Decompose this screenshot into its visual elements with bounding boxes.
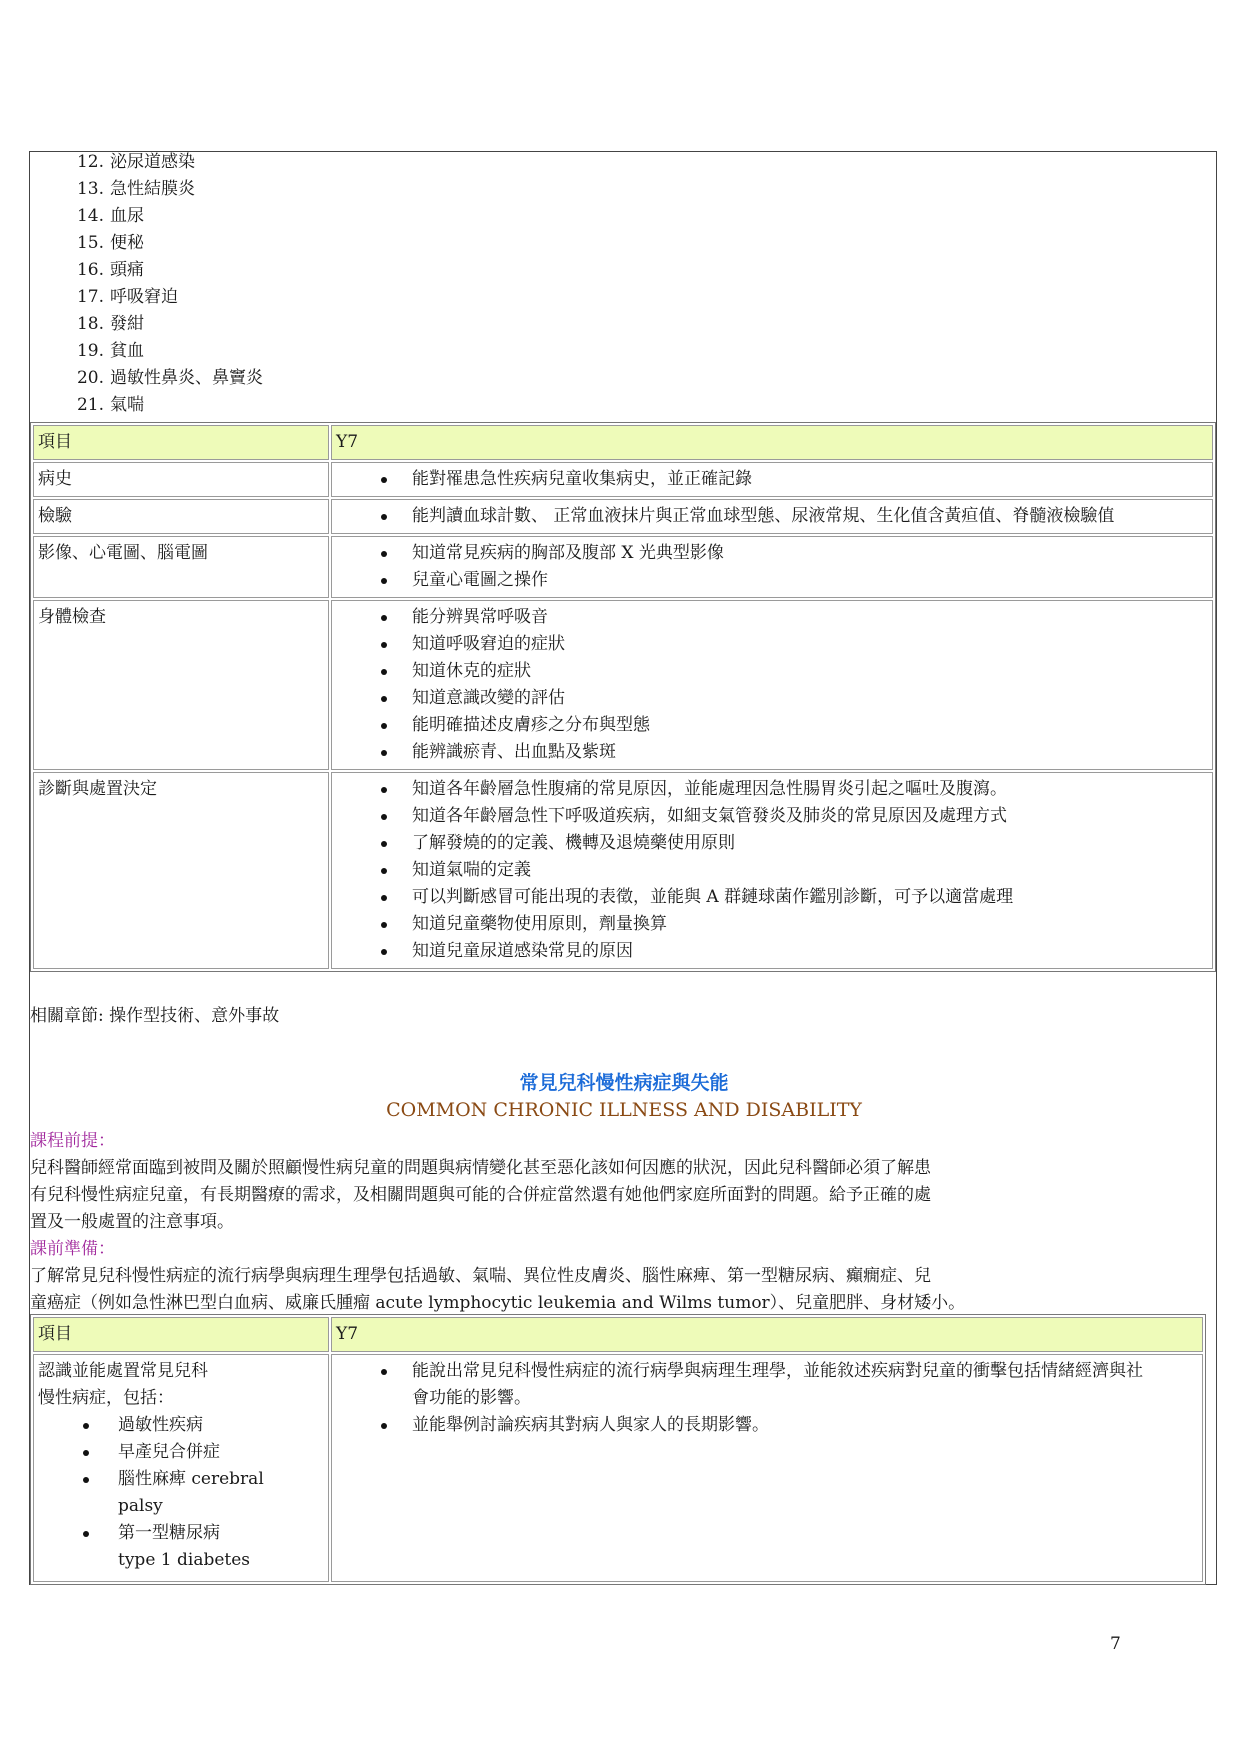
condition-sublist	[38, 1412, 324, 1574]
row-label: 影像、心電圖、腦電圖	[33, 536, 329, 598]
competency-table-chronic	[30, 1314, 1206, 1585]
table-row	[33, 536, 1213, 598]
bullet-item: 了解發燒的的定義、機轉及退燒藥使用原則	[336, 830, 1208, 857]
bullet-item: 可以判斷感冒可能出現的表徵，並能與 A 群鏈球菌作鑑別診斷，可予以適當處理	[336, 884, 1208, 911]
list-item: 14. 血尿	[76, 206, 144, 226]
table-header-row	[33, 1317, 1203, 1352]
table-row	[33, 600, 1213, 770]
bullet-item: 知道意識改變的評估	[336, 685, 1208, 712]
list-item: 15. 便秘	[76, 233, 144, 253]
table-row	[33, 462, 1213, 497]
list-item: 17. 呼吸窘迫	[76, 287, 178, 307]
premise-line: 置及一般處置的注意事項。	[30, 1212, 234, 1232]
bullet-item: 知道常見疾病的胸部及腹部 X 光典型影像	[336, 540, 1208, 567]
prep-line: 童癌症（例如急性淋巴型白血病、威廉氏腫瘤 acute lymphocytic leukemia and Wilms tumor）、兒童肥胖、身材矮小。	[30, 1293, 966, 1313]
prep-line: 了解常見兒科慢性病症的流行病學與病理生理學包括過敏、氣喘、異位性皮膚炎、腦性麻痺、第一型糖尿病、癲癇症、兒	[30, 1266, 931, 1286]
bullet-item: 知道休克的症狀	[336, 658, 1208, 685]
row-label: 身體檢查	[33, 600, 329, 770]
sublist-item: 腦性麻痺 cerebral palsy	[38, 1466, 324, 1520]
bullet-item: 能明確描述皮膚疹之分布與型態	[336, 712, 1208, 739]
bullet-item: 能對罹患急性疾病兒童收集病史，並正確記錄	[336, 466, 1208, 493]
premise-label: 課程前提：	[30, 1131, 115, 1151]
bullet-item: 能說出常見兒科慢性病症的流行病學與病理生理學，並能敘述疾病對兒童的衝擊包括情緒經濟與社會功能的影響。	[336, 1358, 1198, 1412]
content-frame	[29, 151, 1217, 1585]
list-item: 19. 貧血	[76, 341, 144, 361]
row-label-line: 慢性病症，包括：	[38, 1388, 174, 1408]
header-year: Y7	[331, 1317, 1203, 1352]
list-item: 13. 急性結膜炎	[76, 179, 195, 199]
premise-line: 兒科醫師經常面臨到被問及關於照顧慢性病兒童的問題與病情變化甚至惡化該如何因應的狀況，因此兒科醫師必須了解患	[30, 1158, 931, 1178]
competency-table-acute	[30, 422, 1216, 972]
row-label: 病史	[33, 462, 329, 497]
table-row	[33, 499, 1213, 534]
header-year: Y7	[331, 425, 1213, 460]
sublist-item: 第一型糖尿病 type 1 diabetes	[38, 1520, 324, 1574]
list-item: 16. 頭痛	[76, 260, 144, 280]
section-title-chinese: 常見兒科慢性病症與失能	[519, 1072, 729, 1094]
table-header-row	[33, 425, 1213, 460]
bullet-item: 知道各年齡層急性下呼吸道疾病，如細支氣管發炎及肺炎的常見原因及處理方式	[336, 803, 1208, 830]
row-label: 檢驗	[33, 499, 329, 534]
header-item: 項目	[33, 1317, 329, 1352]
bullet-item: 知道兒童尿道感染常見的原因	[336, 938, 1208, 965]
row-label: 診斷與處置決定	[33, 772, 329, 969]
bullet-item: 能判讀血球計數、 正常血液抹片與正常血球型態、尿液常規、生化值含黃疸值、脊髓液檢驗值	[336, 503, 1208, 530]
bullet-item: 兒童心電圖之操作	[336, 567, 1208, 594]
bullet-item: 知道兒童藥物使用原則，劑量換算	[336, 911, 1208, 938]
list-item: 21. 氣喘	[76, 395, 144, 415]
sublist-item: 早產兒合併症	[38, 1439, 324, 1466]
bullet-item: 知道呼吸窘迫的症狀	[336, 631, 1208, 658]
header-item: 項目	[33, 425, 329, 460]
bullet-item: 能分辨異常呼吸音	[336, 604, 1208, 631]
list-item: 20. 過敏性鼻炎、鼻竇炎	[76, 368, 263, 388]
list-item: 18. 發紺	[76, 314, 144, 334]
table-row	[33, 772, 1213, 969]
bullet-item: 並能舉例討論疾病其對病人與家人的長期影響。	[336, 1412, 1198, 1439]
bullet-item: 能辨識瘀青、出血點及紫斑	[336, 739, 1208, 766]
premise-line: 有兒科慢性病症兒童，有長期醫療的需求，及相關問題與可能的合併症當然還有她他們家庭所面對的問題。給予正確的處	[30, 1185, 931, 1205]
bullet-item: 知道各年齡層急性腹痛的常見原因，並能處理因急性腸胃炎引起之嘔吐及腹瀉。	[336, 776, 1208, 803]
list-item: 12. 泌尿道感染	[76, 152, 195, 172]
section-title-english: COMMON CHRONIC ILLNESS AND DISABILITY	[386, 1099, 862, 1121]
table-row	[33, 1354, 1203, 1582]
sublist-item: 過敏性疾病	[38, 1412, 324, 1439]
page-number: 7	[1110, 1634, 1121, 1654]
course-premise	[30, 1128, 1210, 1317]
row-label-line: 認識並能處置常見兒科	[38, 1361, 208, 1381]
bullet-item: 知道氣喘的定義	[336, 857, 1208, 884]
prep-label: 課前準備：	[30, 1239, 115, 1259]
related-chapters: 相關章節: 操作型技術、意外事故	[30, 1006, 280, 1026]
